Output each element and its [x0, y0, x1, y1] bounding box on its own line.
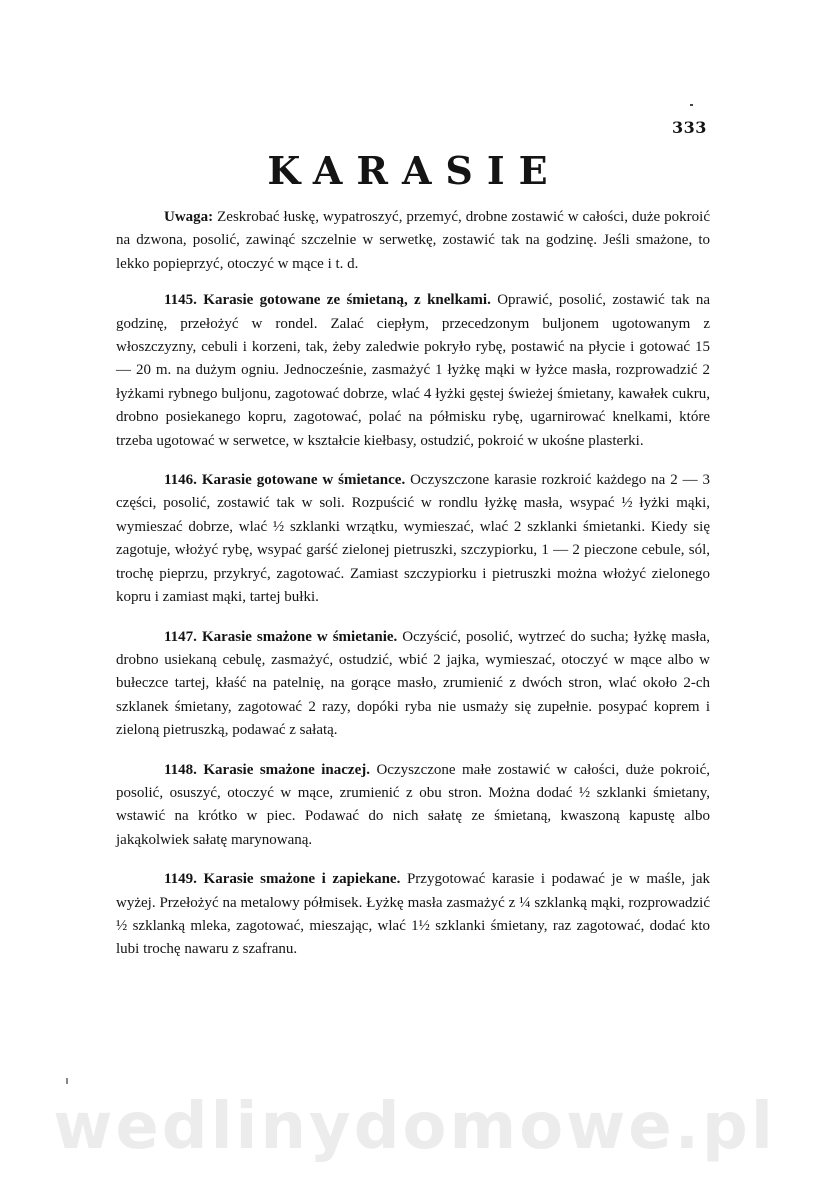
note-label: Uwaga: — [164, 209, 214, 225]
recipe-number: 1147. — [164, 628, 197, 645]
watermark: wedlinydomowe.pl — [53, 1090, 776, 1164]
recipe-title: Karasie smażone inaczej. — [203, 761, 370, 778]
recipe-number: 1145. — [164, 292, 197, 309]
note-text: Zeskrobać łuskę, wypatroszyć, przemyć, drobne zostawić w całości, duże pokroić na dzwona, posolić, zawinąć szczelnie w serwetkę, zostawić tak na godzinę. Jeśli smażone, to lekko popieprzyć, otoczyć w mące i t. d. — [116, 209, 710, 272]
recipe-1147 — [116, 626, 710, 743]
recipe-title: Karasie smażone i zapiekane. — [203, 871, 401, 888]
recipe-text: Oczyścić, posolić, wytrzeć do sucha; łyżkę masła, drobno usiekaną cebulę, zasmażyć, ostudzić, wbić 2 jajka, wymieszać, otoczyć w mące albo w bułeczce tartej, kłaść na patelnię, na gorące masło, zrumienić z dwóch stron, wlać około 2-ch szklanek śmietany, zagotować 2 razy, dopóki ryba nie usmaży się zupełnie. posypać koprem i zieloną pietruszką, podawać z sałatą. — [116, 628, 710, 739]
recipe-1149 — [116, 868, 710, 962]
scan-speck — [66, 1078, 68, 1084]
recipe-text: Oprawić, posolić, zostawić tak na godzinę, przełożyć w rondel. Zalać ciepłym, przecedzonym buljonem ugotowanym z włoszczyzny, cebuli i korzeni, tak, żeby zaledwie pokryło rybę, postawić na płycie i gotować 15 — 20 m. na dużym ogniu. Jednocześnie, zasmażyć 1 łyżkę mąki w łyżce masła, rozprowadzić 2 łyżkami rybnego buljonu, zagotować dobrze, wlać 4 łyżki gęstej świeżej śmietany, kawałek cukru, drobno posiekanego kopru, zagotować, polać na półmisku rybę, ugarnirować knelkami, które trzeba ugotować w serwetce, w kształcie kiełbasy, ostudzić, pokroić w ukośne plasterki. — [116, 292, 711, 449]
page-title: KARASIE — [267, 148, 562, 193]
recipe-title: Karasie smażone w śmietanie. — [201, 628, 398, 645]
recipe-text: Oczyszczone małe zostawić w całości, duże pokroić, posolić, osuszyć, otoczyć w mące, zrumienić z obu stron. Można dodać ½ szklanki śmietany, wstawić na krótko w piec. Podawać do nich sałatę ze śmietaną, kwaszoną kapustę albo jakąkolwiek sałatę marynowaną. — [116, 761, 710, 848]
recipe-title: Karasie gotowane ze śmietaną, z knelkami. — [203, 292, 491, 309]
recipe-1146 — [116, 469, 710, 609]
recipe-1145 — [116, 289, 710, 453]
recipe-title: Karasie gotowane w śmietance. — [201, 472, 406, 489]
recipe-number: 1146. — [164, 472, 197, 489]
scan-speck — [690, 104, 693, 106]
recipe-text: Przygotować karasie i podawać je w maśle, jak wyżej. Przełożyć na metalowy półmisek. Łyżkę masła zasmażyć z ¼ szklanką mąki, rozprowadzić ½ szklanką mleka, zagotować, mieszając, wlać 1½ szklanki śmietany, raz zagotować, dodać kto lubi trochę nawaru z szafranu. — [116, 871, 711, 958]
page-body — [116, 206, 710, 974]
recipe-text: Oczyszczone karasie rozkroić każdego na 2 — 3 części, posolić, zostawić tak w soli. Rozpuścić w rondlu łyżkę masła, wsypać ½ łyżki mąki, wymieszać dobrze, wlać ½ szklanki wrzątku, wymieszać, wlać 2 szklanki śmietanki. Kiedy się zagotuje, włożyć rybę, wsypać garść zielonej pietruszki, szczypiorku, 1 — 2 pieczone cebule, sól, trochę pieprzu, przykryć, zagotować. Zamiast szczypiorku i pietruszki można włożyć zielonego kopru i zamiast mąki, tartej bułki. — [116, 472, 710, 606]
page-number: 333 — [672, 118, 707, 137]
recipe-number: 1149. — [164, 871, 197, 888]
recipe-1148 — [116, 759, 710, 853]
recipe-number: 1148. — [164, 761, 197, 778]
note-paragraph — [116, 206, 710, 276]
